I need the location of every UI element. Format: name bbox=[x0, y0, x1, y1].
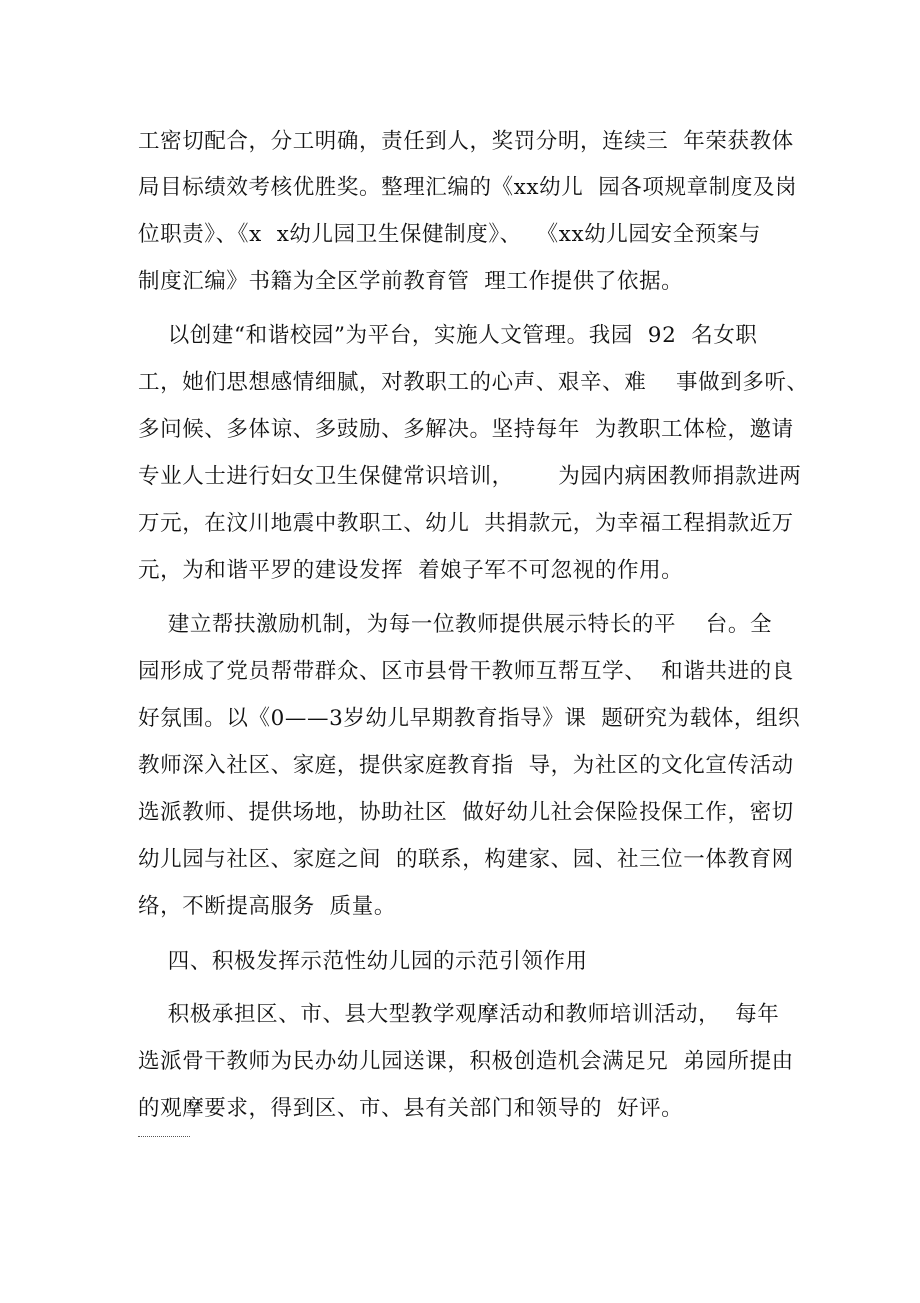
text-line: 教师深入社区、家庭，提供家庭教育指 导，为社区的文化宣传活动 bbox=[138, 753, 794, 778]
page-footer-dotted-mark bbox=[138, 1136, 190, 1137]
text-line: 选派骨干教师为民办幼儿园送课，积极创造机会满足兄 弟园所提由 bbox=[138, 1049, 794, 1074]
text-line: 好氛围。以《0——3岁幼儿早期教育指导》课 题研究为载体，组织 bbox=[138, 706, 801, 731]
text-line: 建立帮扶激励机制，为每一位教师提供展示特长的平 台。全 bbox=[138, 612, 773, 637]
text-line: 的观摩要求，得到区、市、县有关部门和领导的 好评。 bbox=[138, 1096, 684, 1121]
text-line: 位职责》、《x x幼儿园卫生保健制度》、 《xx幼儿园安全预案与 bbox=[138, 222, 761, 247]
text-line: 幼儿园与社区、家庭之间 的联系，构建家、园、社三位一体教育网 bbox=[138, 847, 794, 872]
text-line: 多问候、多体谅、多豉励、多解决。坚持每年 为教职工体检，邀请 bbox=[138, 417, 794, 442]
text-line: 万元，在汶川地震中教职工、幼儿 共捐款元，为幸福工程捐款近万 bbox=[138, 511, 794, 536]
text-line: 工密切配合，分工明确，责任到人，奖罚分明，连续三 年荣获教体 bbox=[138, 129, 794, 154]
text-line: 选派教师、提供场地，协助社区 做好幼儿社会保险投保工作，密切 bbox=[138, 800, 794, 825]
text-line: 以创建“和谐校园”为平台，实施人文管理。我园 92 名女职 bbox=[138, 323, 758, 348]
text-line: 工，她们思想感情细腻，对教职工的心声、艰辛、难 事做到多听、 bbox=[138, 370, 809, 395]
text-line: 园形成了党员帮带群众、区市县骨干教师互帮互学、 和谐共进的良 bbox=[138, 659, 794, 684]
text-line: 制度汇编》书籍为全区学前教育管 理工作提供了依据。 bbox=[138, 269, 684, 294]
text-line: 络，不断提高服务 质量。 bbox=[138, 894, 396, 919]
text-line: 专业人士进行妇女卫生保健常识培训， 为园内病困教师捐款进两 bbox=[138, 464, 802, 489]
text-line: 局目标绩效考核优胜奖。整理汇编的《xx幼儿 园各项规章制度及岗 bbox=[138, 175, 798, 200]
text-line: 积极承担区、市、县大型教学观摩活动和教师培训活动， 每年 bbox=[138, 1002, 780, 1027]
section-heading: 四、积极发挥示范性幼儿园的示范引领作用 bbox=[138, 949, 588, 974]
text-line: 元，为和谐平罗的建设发挥 着娘子军不可忽视的作用。 bbox=[138, 558, 684, 583]
